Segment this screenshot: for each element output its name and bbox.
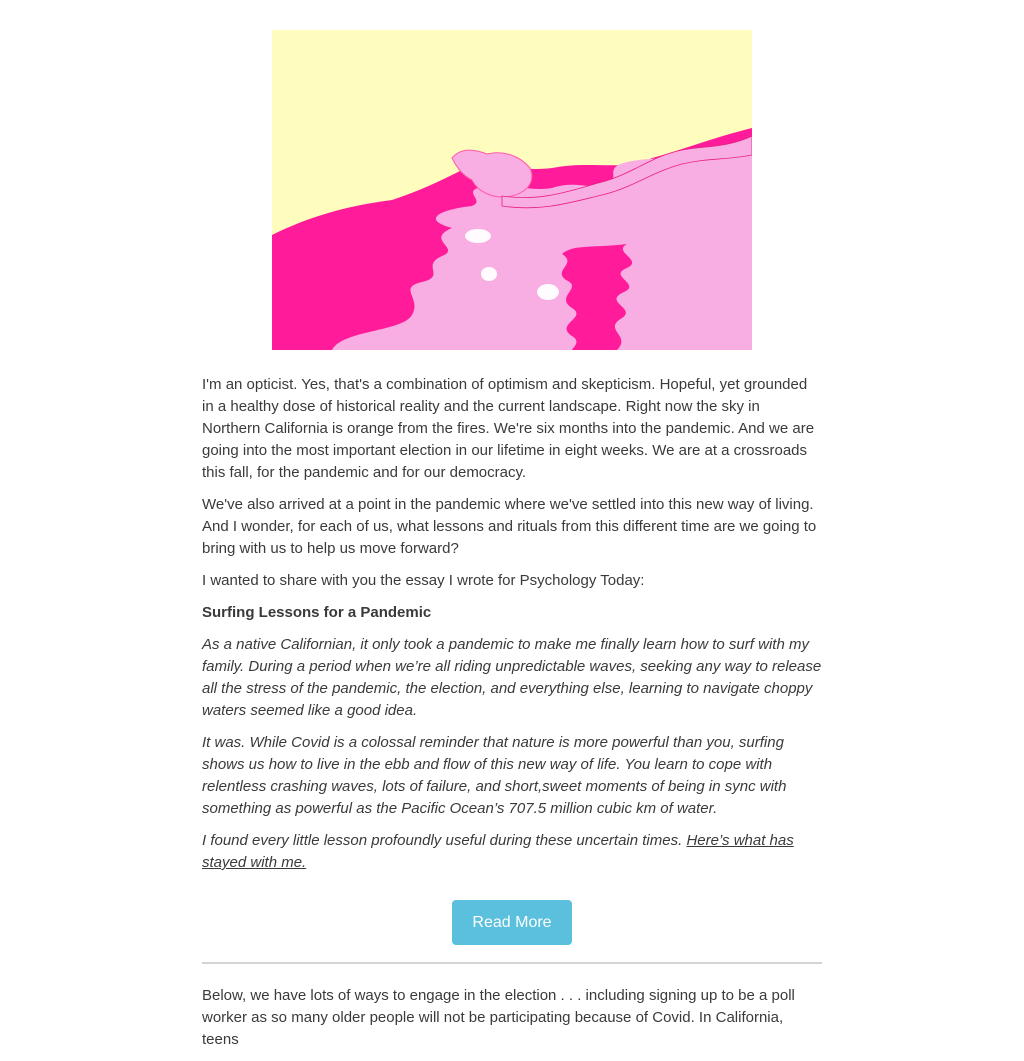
intro-paragraph-3: I wanted to share with you the essay I wrote for Psychology Today: [202, 572, 645, 589]
hero-image [272, 30, 752, 350]
section-divider [202, 962, 822, 964]
hero-shine-1 [465, 229, 491, 243]
essay-excerpt-3 [202, 830, 822, 874]
hero-shine-2 [481, 267, 497, 281]
hero-shine-3 [537, 284, 559, 300]
button-container [202, 900, 822, 945]
essay-title: Surfing Lessons for a Pandemic [202, 604, 432, 621]
essay-excerpt-2: It was. While Covid is a colossal reminder that nature is more powerful than you, surfing shows us how to live in the ebb and flow of this new way of life. You learn to cope with relentless crashing waves, lots of failure, and short,sweet moments of being in sync with something as powerful as the Pacific Ocean’s 707.5 million cubic km of water. [202, 734, 787, 817]
footer-paragraph: Below, we have lots of ways to engage in the election . . . including signing up to be a poll worker as so many older people will not be participating because of Covid. In California, teens [202, 987, 795, 1048]
intro-paragraph-2: We've also arrived at a point in the pandemic where we've settled into this new way of living. And I wonder, for each of us, what lessons and rituals from this different time are we going to bring with us to help us move forward? [202, 496, 817, 557]
essay-excerpt-3-text: I found every little lesson profoundly useful during these uncertain times. [202, 832, 687, 849]
essay-excerpt-1: As a native Californian, it only took a pandemic to make me finally learn how to surf with my family. During a period when we’re all riding unpredictable waves, seeking any way to release all the stress of the pandemic, the election, and everything else, learning to navigate choppy waters seemed like a good idea. [202, 636, 822, 719]
intro-paragraph-1: I'm an opticist. Yes, that's a combination of optimism and skepticism. Hopeful, yet grounded in a healthy dose of historical reality and the current landscape. Right now the sky in Northern California is orange from the fires. We're six months into the pandemic. And we are going into the most important election in our lifetime in eight weeks. We are at a crossroads this fall, for the pandemic and for our democracy. [202, 376, 815, 481]
read-more-button[interactable]: Read More [452, 900, 571, 945]
essay-link[interactable]: Here’s what has stayed with me. [202, 832, 794, 871]
article-body [202, 374, 822, 1061]
